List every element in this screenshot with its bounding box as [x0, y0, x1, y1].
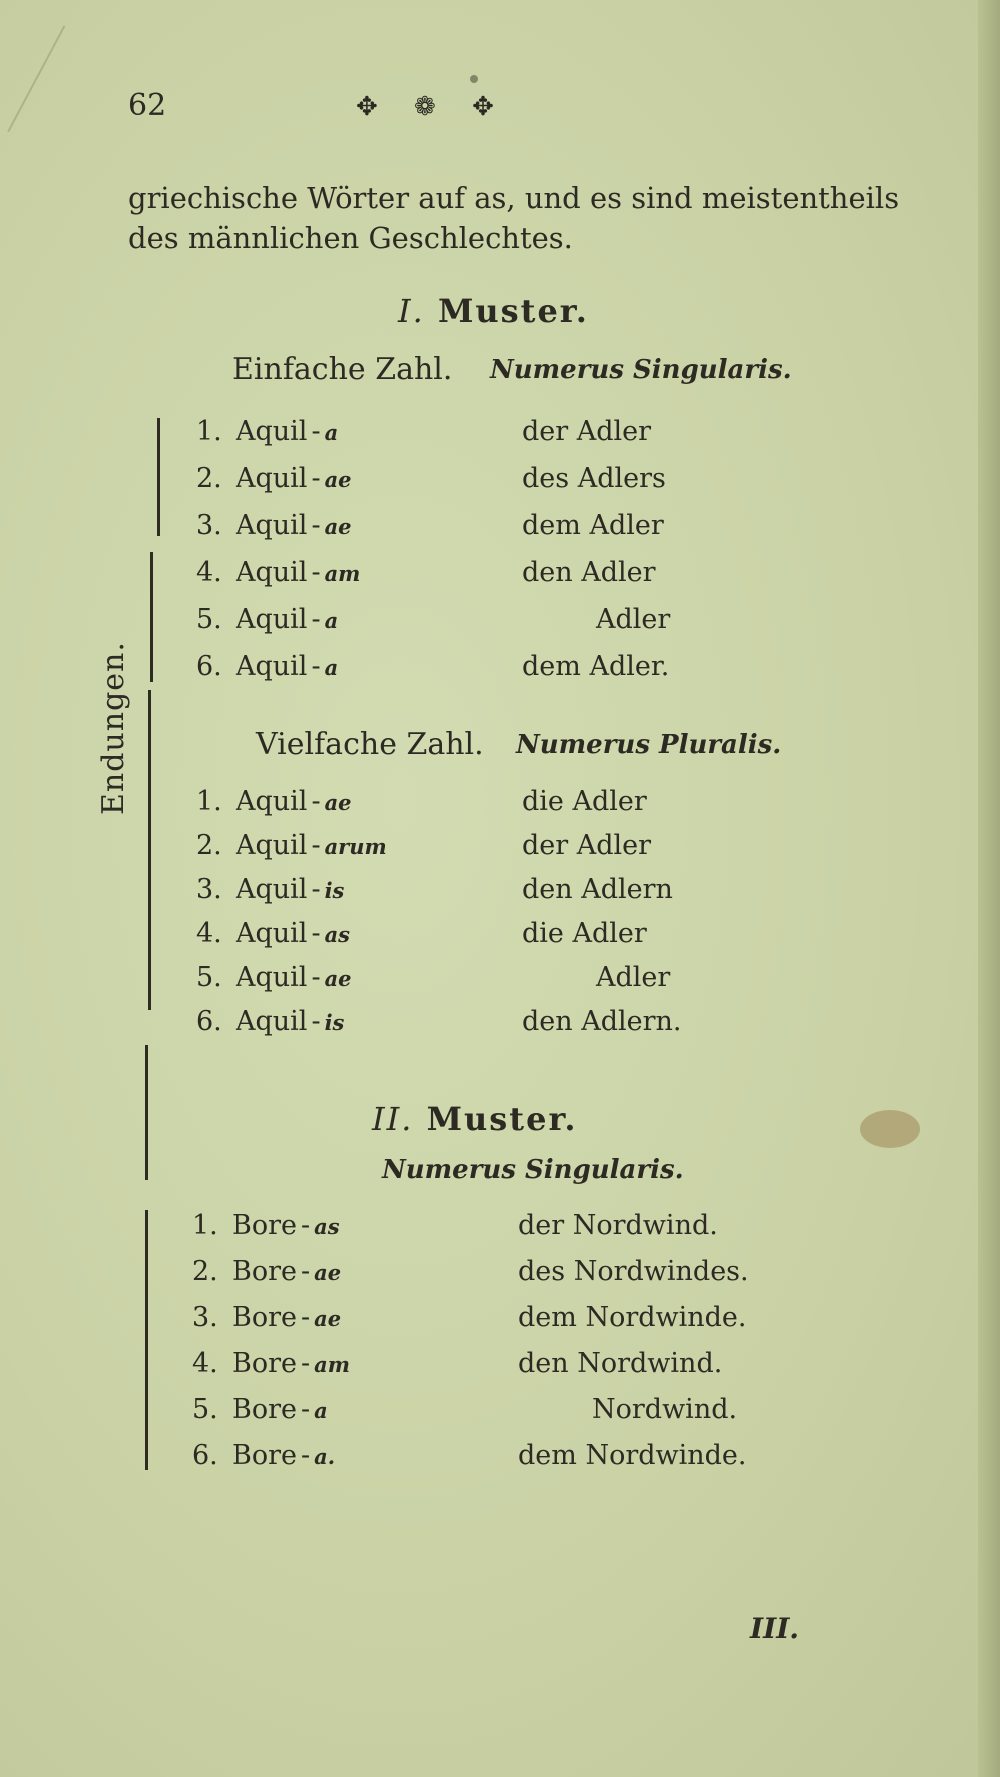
latin-form [232, 1302, 341, 1333]
separator: - [311, 1006, 321, 1037]
case-number: 4. [196, 557, 222, 588]
word-ending: am [314, 1352, 350, 1377]
case-number: 5. [196, 962, 222, 993]
pattern1-heading [398, 292, 589, 330]
table-row [192, 1348, 892, 1384]
latin-form [236, 651, 338, 682]
word-ending: ae [314, 1260, 342, 1285]
word-stem: Bore [232, 1440, 297, 1471]
latin-form [236, 918, 350, 949]
table-row [192, 1210, 892, 1246]
intro-text: griechische Wörter auf as, und es sind meistentheils des männlichen Geschlechtes. [128, 181, 900, 255]
latin-form [236, 463, 352, 494]
bracket-line [150, 552, 153, 682]
german-form: dem Adler [522, 510, 664, 541]
case-number: 1. [196, 786, 222, 817]
separator: - [311, 786, 321, 817]
word-stem: Aquil [236, 1006, 308, 1037]
latin-form [232, 1256, 341, 1287]
case-number: 4. [196, 918, 222, 949]
word-ending: ae [324, 790, 352, 815]
endings-side-label: Endungen. [96, 641, 131, 815]
bracket-line [145, 1210, 148, 1470]
word-stem: Aquil [236, 651, 308, 682]
table-row [196, 651, 896, 687]
latin-form [236, 557, 360, 588]
page-header [128, 88, 648, 128]
german-form: die Adler [522, 918, 647, 949]
catchword: III. [750, 1612, 800, 1645]
word-stem: Aquil [236, 463, 308, 494]
separator: - [311, 604, 321, 635]
table-row [192, 1302, 892, 1338]
word-stem: Bore [232, 1394, 297, 1425]
latin-form [236, 1006, 344, 1037]
stain-spot [860, 1110, 920, 1148]
case-number: 6. [192, 1440, 218, 1471]
word-stem: Aquil [236, 830, 308, 861]
word-ending: ae [314, 1306, 342, 1331]
pattern2-singular-label-la: Numerus Singularis. [382, 1155, 684, 1185]
separator: - [311, 416, 321, 447]
separator: - [311, 830, 321, 861]
separator: - [311, 463, 321, 494]
separator: - [300, 1394, 311, 1425]
german-form: die Adler [522, 786, 647, 817]
word-ending: ae [324, 467, 352, 492]
word-stem: Aquil [236, 604, 308, 635]
word-ending: a [324, 655, 339, 680]
separator: - [300, 1256, 311, 1287]
latin-form [232, 1210, 340, 1241]
latin-form [232, 1348, 350, 1379]
german-form: den Adlern [522, 874, 673, 905]
bracket-line [157, 418, 160, 536]
latin-form [236, 874, 344, 905]
separator: - [311, 510, 321, 541]
german-form: den Nordwind. [518, 1348, 723, 1379]
word-stem: Bore [232, 1348, 297, 1379]
german-form: der Adler [522, 416, 652, 447]
german-form: der Adler [522, 830, 652, 861]
case-number: 2. [196, 830, 222, 861]
german-form: des Adlers [522, 463, 666, 494]
table-row [196, 918, 896, 954]
case-number: 6. [196, 651, 222, 682]
plural-label-de: Vielfache Zahl. [256, 727, 484, 762]
pattern2-heading [372, 1100, 578, 1138]
pattern1-title: Muster. [437, 292, 589, 330]
word-ending: arum [324, 834, 387, 859]
stain-spot [470, 75, 478, 83]
case-number: 2. [192, 1256, 218, 1287]
latin-form [232, 1394, 328, 1425]
table-row [196, 874, 896, 910]
latin-form [236, 830, 387, 861]
word-ending: as [314, 1214, 340, 1239]
table-row [192, 1440, 892, 1476]
table-row [196, 463, 896, 499]
word-ending: ae [324, 514, 352, 539]
singular-label-la: Numerus Singularis. [490, 355, 792, 385]
german-form: Nordwind. [592, 1394, 738, 1425]
corner-fold [0, 0, 65, 132]
word-ending: is [324, 878, 345, 903]
table-row [192, 1256, 892, 1292]
pattern2-number: II. [372, 1100, 414, 1138]
page-edge-shadow [978, 0, 1000, 1777]
table-row [196, 786, 896, 822]
latin-form [236, 510, 352, 541]
singular-label-de: Einfache Zahl. [232, 352, 453, 387]
word-ending: a [324, 420, 339, 445]
separator: - [311, 557, 321, 588]
case-number: 3. [192, 1302, 218, 1333]
table-row [196, 1006, 896, 1042]
separator: - [300, 1348, 311, 1379]
german-form: den Adler [522, 557, 656, 588]
bracket-line [148, 690, 151, 1010]
word-stem: Bore [232, 1302, 297, 1333]
table-row [196, 416, 896, 452]
word-ending: is [324, 1010, 345, 1035]
case-number: 4. [192, 1348, 218, 1379]
case-number: 1. [192, 1210, 218, 1241]
separator: - [300, 1302, 311, 1333]
german-form: Adler [596, 604, 671, 635]
table-row [196, 604, 896, 640]
case-number: 5. [196, 604, 222, 635]
case-number: 2. [196, 463, 222, 494]
table-row [192, 1394, 892, 1430]
separator: - [300, 1440, 311, 1471]
latin-form [236, 604, 338, 635]
german-form: der Nordwind. [518, 1210, 718, 1241]
plural-label-la: Numerus Pluralis. [516, 730, 782, 760]
german-form: Adler [596, 962, 671, 993]
case-number: 6. [196, 1006, 222, 1037]
word-stem: Aquil [236, 416, 308, 447]
separator: - [300, 1210, 311, 1241]
latin-form [236, 416, 338, 447]
table-row [196, 557, 896, 593]
german-form: dem Nordwinde. [518, 1302, 747, 1333]
word-ending: a [324, 608, 339, 633]
separator: - [311, 918, 321, 949]
word-ending: as [324, 922, 351, 947]
word-stem: Aquil [236, 557, 308, 588]
pattern1-number: I. [398, 292, 425, 330]
case-number: 5. [192, 1394, 218, 1425]
german-form: dem Nordwinde. [518, 1440, 747, 1471]
german-form: des Nordwindes. [518, 1256, 749, 1287]
latin-form [236, 786, 352, 817]
case-number: 3. [196, 874, 222, 905]
latin-form [232, 1440, 335, 1471]
latin-form [236, 962, 352, 993]
case-number: 3. [196, 510, 222, 541]
word-stem: Aquil [236, 962, 308, 993]
word-stem: Bore [232, 1256, 297, 1287]
pattern2-title: Muster. [426, 1100, 578, 1138]
separator: - [311, 962, 321, 993]
table-row [196, 830, 896, 866]
word-ending: ae [324, 966, 352, 991]
word-stem: Aquil [236, 918, 308, 949]
word-stem: Aquil [236, 874, 308, 905]
german-form: dem Adler. [522, 651, 670, 682]
table-row [196, 510, 896, 546]
page-number: 62 [128, 88, 167, 123]
german-form: den Adlern. [522, 1006, 682, 1037]
word-stem: Aquil [236, 510, 308, 541]
separator: - [311, 874, 321, 905]
word-stem: Bore [232, 1210, 297, 1241]
word-stem: Aquil [236, 786, 308, 817]
word-ending: am [324, 561, 361, 586]
bracket-line [145, 1045, 148, 1180]
word-ending: a [314, 1398, 328, 1423]
word-ending: a. [314, 1444, 336, 1469]
table-row [196, 962, 896, 998]
case-number: 1. [196, 416, 222, 447]
separator: - [311, 651, 321, 682]
header-ornament: ✥ ❁ ✥ [356, 92, 508, 122]
